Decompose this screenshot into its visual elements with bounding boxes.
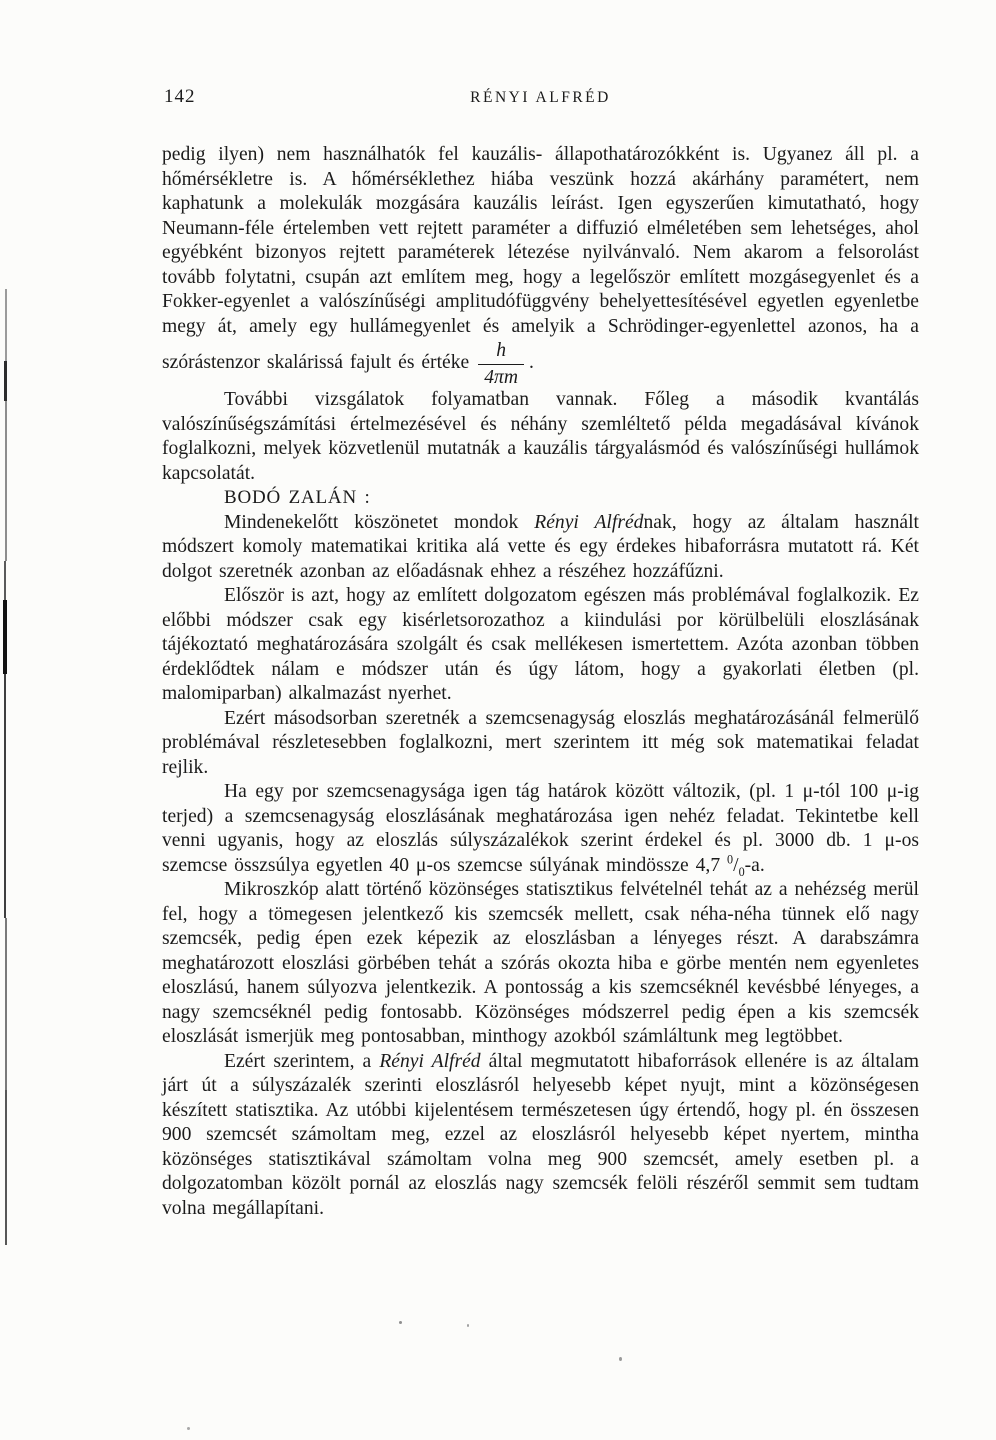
paragraph-renyi-further-research [162,388,919,486]
fraction-h-over-4pi-m [478,340,524,389]
scan-artifact-line [4,361,7,401]
paragraph-bodo-thanks: Mindenekelőtt köszönetet mondok Rényi Alfrédnak, hogy az általam használt módszert komoly matematikai kritika alá vette és egy érdekes hibaforrásra mutatott rá. Két dolgot szeretnék azonban az előadásnak ehhez a részéhez hozzáfűzni. [162,511,920,582]
scan-speck [467,1324,469,1327]
running-head-title: RÉNYI ALFRÉD [470,89,611,106]
scan-artifact-line [4,561,6,600]
running-header [162,86,919,110]
paragraph-text: Ezért másodsorban szeretnék a szemcsenagyság eloszlás meghatározásánál felmerülő problémával részletesebben foglalkozni, mert szerintem itt még sok matematikai feladat rejlik. [162,707,919,778]
scan-artifact-line [3,600,7,674]
paragraph-bodo-second-point [162,707,919,781]
paragraph-bodo-first-point [162,584,919,707]
page-number: 142 [164,86,196,107]
scan-artifact-line [5,289,7,361]
paragraph-text: Mikroszkóp alatt történő közönséges statisztikus felvételnél tehát az a nehézség merül fel, hogy a tömegesen jelentkező kis szemcsék mellett, csak néha-néha tünnek elő nagy szemcsék, pedig épen ezek képezik az eloszlásban a lényeges részt. A darabszámra meghatározott eloszlási görbében tehát a szórás okozta hiba e görbe mentén nem egyenletes eloszlású, hanem súlyozva jelentkezik. A pontosság a kis szemcséknél kevésbbé lényeges, a nagy szemcséknél pedig fontosabb. Közönséges módszerrel pedig épen a kis szemcsék eloszlását ismerjük meg pontosabban, minthogy azokból számláltunk meg legtöbbet. [162,879,919,1048]
paragraph-bodo-conclusion: Ezért szerintem, a Rényi Alfréd által megmutatott hibaforrások ellenére is az általam járt út a súlyszázalék szerinti eloszlásról helyesebb képet nyujt, mint a közönségesen készített statisztika. Az utóbbi kijelentésem természetesen úgy értendő, hogy pl. én összesen 900 szemcsét számoltam meg, ezzel az eloszlásról helyesebb képet nyertem, mintha közönséges statisztikával számoltam volna meg 900 szemcsét, amely esetben pl. a dolgozatomban közölt pornál az eloszlás nagy szemcsék felöli részéről semmit sem tudtam volna megállapítani. [162,1050,919,1219]
scan-artifact-line [4,674,6,918]
speaker-heading-bodo-zalan: BODÓ ZALÁN : [224,487,371,509]
scan-speck [187,1427,190,1430]
scan-artifact-line [5,918,7,1090]
paragraph-text: Először is azt, hogy az említett dolgozatom egészen más problémával foglalkozik. Ez előbbi módszer csak egy kisérletsorozathoz a kiindulási por körülbelüli eloszlásának tájékoztató meghatározására szolgált és csak mellékesen ismertettem. Azóta azonban többen érdeklődtek nálam e módszer után és úgy látom, hogy a gyakorlati életben (pl. malomiparban) alkalmazást nyerhet. [162,585,919,705]
paragraph-grain-size-distribution: Ha egy por szemcsenagysága igen tág határok között változik, (pl. 1 μ-tól 100 μ-ig terjed) a szemcsenagyság eloszlásának meghatározása igen nehéz feladat. Tekintetbe kell venni ugyanis, hogy az eloszlás súlyszázalékok szerint érdekel és pl. 3000 db. 1 μ-os szemcse összsúlya egyetlen 40 μ-os szemcse súlyának mindössze 4,7 $^0/_0-a$. [162,781,919,879]
scan-speck [399,1321,402,1324]
paragraph-text: pedig ilyen) nem használhatók fel kauzális- állapothatározókként is. Ugyanez áll pl. a hőmérsékletre is. A hőmérséklethez hiába veszünk hozzá akárhány paramétert, nem kaphatunk a molekulák mozgására kauzális leírást. Igen egyszerűen kimutatható, hogy Neumann-féle értelemben vett rejtett paraméter a diffuzió elméletében sem lehetséges, ahol egyébként bizonyos rejtett paraméterek létezése nyilvánvaló. Nem akarom a felsorolást tovább folytatni, csupán azt említem meg, hogy a legelőször említett mozgásegyenlet és a Fokker-egyenlet a valószínűségi amplitudófüggvény behelyettesítésével egyetlen egyenletbe megy át, amely egy hullámegyenlet és amelyik a Schrödinger-egyenlettel azonos, ha a szórástenzor skalárissá fajult és értéke [162,144,919,374]
text-column [162,86,919,1221]
scan-speck [619,1357,622,1361]
fraction-trailing-period: . [528,352,534,374]
scan-artifact-line [5,1090,7,1245]
paragraph-microscope-statistics [162,878,919,1050]
paragraph-text: További vizsgálatok folyamatban vannak. Főleg a második kvantálás valószínűségszámítási értelmezésével és néhány szemléltető példa megadásával kívánok foglalkozni, melyek közvetlenül mutatnák a kauzális tárgyalásmód és valószínűségi hullámok kapcsolatát. [162,389,919,484]
page-body [162,143,919,1221]
fraction-denominator: 4πm [478,364,524,390]
scan-artifact-line [5,401,7,561]
paragraph-renyi-continuation [162,143,919,388]
fraction-numerator: h [496,340,506,361]
